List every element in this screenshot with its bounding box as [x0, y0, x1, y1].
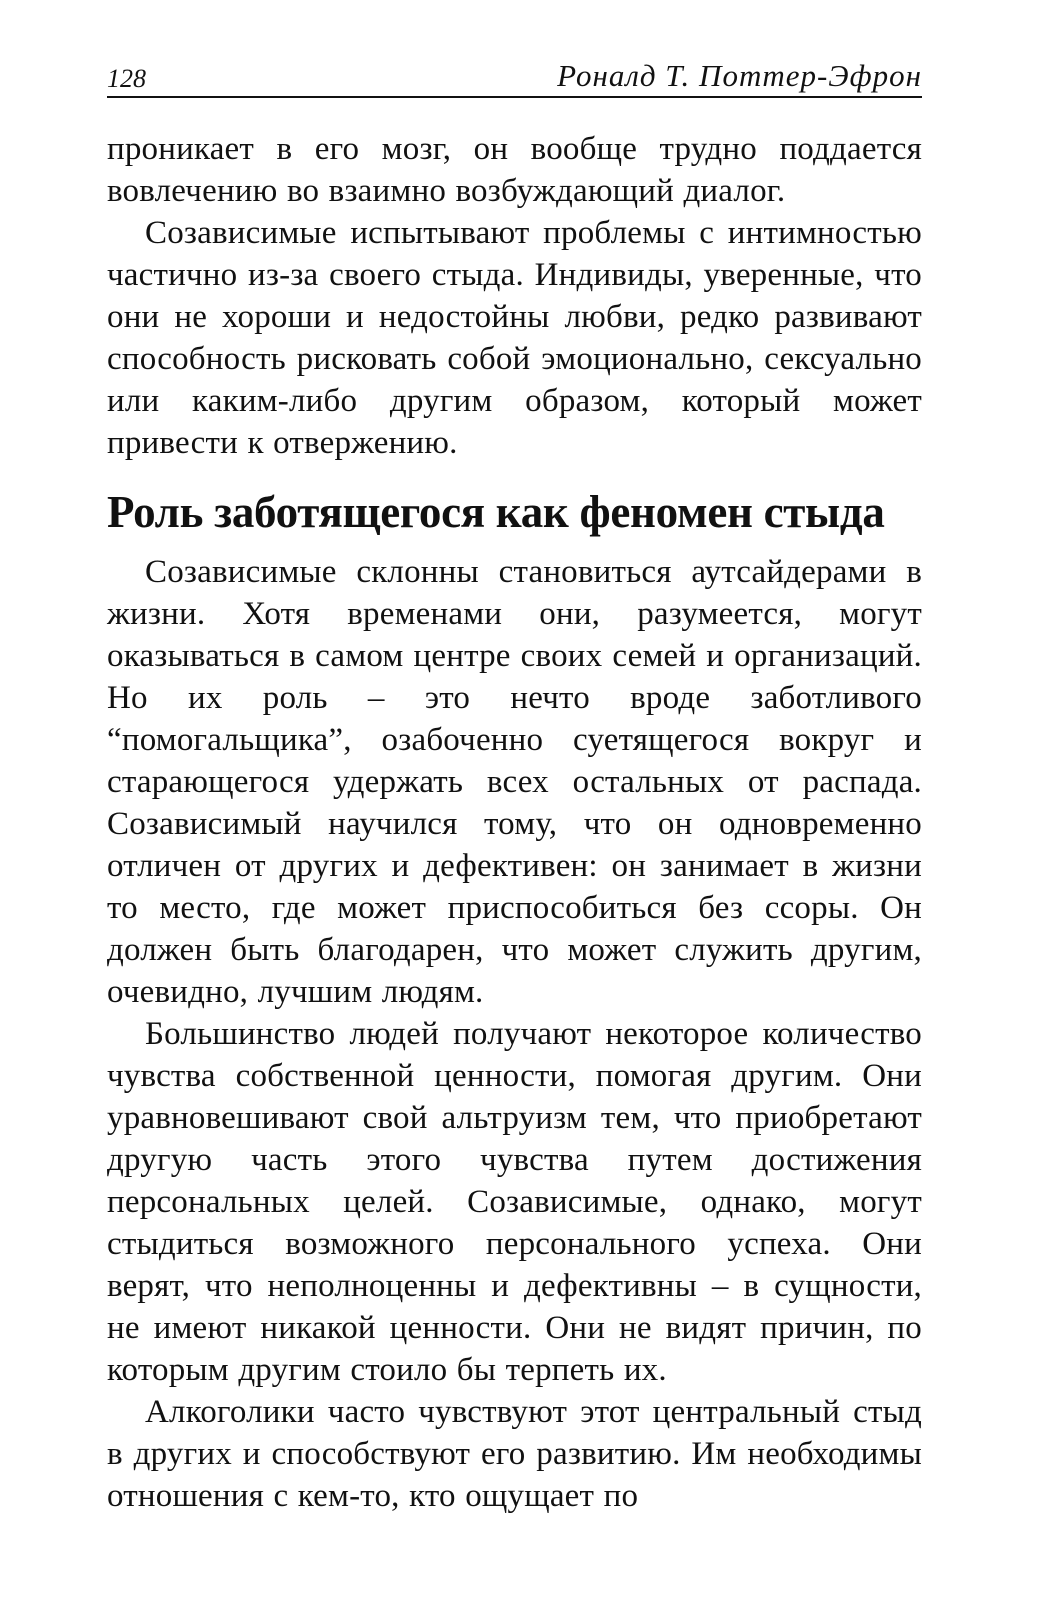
- section-heading: Роль заботящегося как феномен стыда: [107, 487, 885, 537]
- paragraph-alcoholics: Алкоголики часто чувствуют этот центральный стыд в других и способствуют его развитию. Им необходимы отношения с кем-то, кто ощущает по: [107, 1394, 922, 1514]
- paragraph-self-worth: Большинство людей получают некоторое количество чувства собственной ценности, помогая другим. Они уравновешивают свой альтруизм тем, что приобретают другую часть этого чувства путем достижения персональных целей. Созависимые, однако, могут стыдиться возможного персонального успеха. Они верят, что неполноценны и дефективны – в сущности, не имеют никакой ценности. Они не видят причин, по которым другим стоило бы терпеть их.: [107, 1016, 922, 1388]
- running-title: Роналд Т. Поттер-Эфрон: [557, 58, 922, 93]
- book-page: [107, 50, 922, 1517]
- paragraph-intimacy: Созависимые испытывают проблемы с интимностью частично из-за своего стыда. Индивиды, уверенные, что они не хороши и недостойны любви, редко развивают способность рисковать собой эмоционально, сексуально или каким-либо другим образом, который может привести к отвержению.: [107, 215, 922, 461]
- page-number: 128: [107, 64, 146, 93]
- text-body: [107, 128, 922, 1517]
- paragraph-outsiders: Созависимые склонны становиться аутсайдерами в жизни. Хотя временами они, разумеется, могут оказываться в самом центре своих семей и организаций. Но их роль – это нечто вроде заботливого “помогальщика”, озабоченно суетящегося вокруг и старающегося удержать всех остальных от распада. Созависимый научился тому, что он одновременно отличен от других и дефективен: он занимает в жизни то место, где может приспособиться без ссоры. Он должен быть благодарен, что может служить другим, очевидно, лучшим людям.: [107, 554, 922, 1010]
- running-header: [107, 50, 922, 98]
- paragraph-continuation: проникает в его мозг, он вообще трудно поддается вовлечению во взаимно возбуждающий диалог.: [107, 131, 922, 209]
